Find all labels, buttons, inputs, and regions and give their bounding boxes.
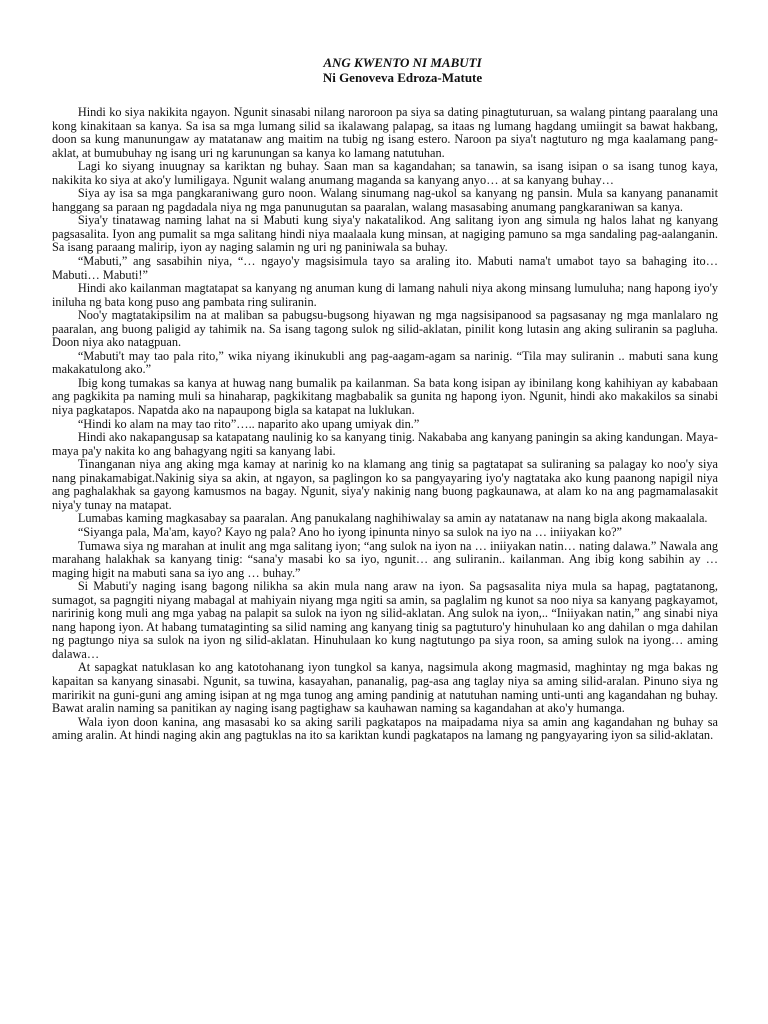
paragraph: Siya'y tinatawag naming lahat na si Mabuti kung siya'y nakatalikod. Ang salitang iyon ang simula ng halos lahat ng kanyang pagsasalita. Iyon ang pumalit sa mga salitang hindi niya maalaala kung minsan, at nagiging pamuno sa mga sandaling pag-aalanganin. Sa isang paraang malirip, iyon ay naging salamin ng uri ng paniniwala sa buhay.	[52, 213, 718, 255]
paragraph: Ibig kong tumakas sa kanya at huwag nang bumalik pa kailanman. Sa bata kong isipan ay ibinilang kong kahihiyan ay kababaan ang pagkikita pa naming muli sa hinaharap, pagkikitang magbabalik sa gunita ng hapong iyon. Ngunit, hindi ako makakilos sa sinabi niya pagkatapos. Napatda ako na napaupong bigla sa katapat na luklukan.	[52, 375, 718, 418]
paragraph: Tinanganan niya ang aking mga kamay at narinig ko na klamang ang tinig sa pagtatapat sa suliraning sa palagay ko noo'y siya nang pinakamabigat.Nakinig siya sa akin, at ngayon, sa paglingon ko sa pangyayaring iyo'y nagtataka ako kung paanong napigil niya ang paghalakhak sa gayong kamusmos na bagay. Ngunit, siya'y nakinig nang buong pagkaunawa, at alam ko na ang pagmamalasakit niya'y tunay na matapat.	[52, 457, 718, 512]
paragraph: Hindi ako kailanman magtatapat sa kanyang ng anuman kung di lamang nahuli niya akong minsang lumuluha; nang hapong iyo'y iniluha ng bata kong puso ang pambata ring suliranin.	[52, 281, 718, 309]
paragraph: At sapagkat natuklasan ko ang katotohanang iyon tungkol sa kanya, nagsimula akong magmasid, maghintay ng mga bakas ng kapaitan sa kanyang sinasabi. Ngunit, sa tuwina, kasayahan, pananalig, pag-asa ang taglay niya sa aming silid-aralan. Pinuno siya ng maririkit na guni-guni ang aming isipan at ng mga tunog ang aming pandinig at natutuhan naming unti-unti ang kagandahan ng buhay. Bawat aralin naming sa panitikan ay naging isang pagtighaw sa kauhawan naming sa kagandahan at ako'y humanga.	[52, 660, 718, 716]
document-title: ANG KWENTO NI MABUTI	[323, 55, 482, 70]
paragraph: Lumabas kaming magkasabay sa paaralan. Ang panukalang naghihiwalay sa amin ay natatanaw na nang bigla akong makaalala.	[77, 511, 708, 526]
paragraph: Si Mabuti'y naging isang bagong nilikha sa akin mula nang araw na iyon. Sa pagsasalita niya mula sa hapag, pagtatanong, sumagot, sa pagngiti niyang mabagal at mahiyain niyang mga ngiti sa amin, sa paglalim ng kunot sa noo niya sa kanyang pagkayamot, naririnig kong muli ang mga yabag na palapit sa sulok na iyon ng silid-aklatan. Ang sulok na iyon,.. “Iniiyakan natin,” ang sinabi niya nang hapong iyon. At habang tumataginting sa silid naming ang kanyang tinig sa pagtuturo'y hinuhulaan ko ang dahilan o mga dahilan ng pagtungo niya sa sulok na iyon ng silid-aklatan. Hinuhulaan ko kung nagtutungo pa siya roon, sa aming sulok na iyong… aming dalawa…	[52, 579, 718, 661]
paragraph: “Hindi ko alam na may tao rito”….. naparito ako upang umiyak din.”	[77, 416, 420, 431]
paragraph: Lagi ko siyang inuugnay sa kariktan ng buhay. Saan man sa kagandahan; sa tanawin, sa isang isipan o sa isang tunog kaya, nakikita ko siya at ako'y lumiligaya. Ngunit walang anumang maganda sa kanyang anyo… at sa kanyang buhay…	[52, 159, 718, 187]
paragraph: Siya ay isa sa mga pangkaraniwang guro noon. Walang sinumang nag-ukol sa kanyang ng pansin. Mula sa kanyang pananamit hanggang sa paraan ng pagdadala niya ng mga panunugutan sa paaralan, walang masasabing anumang pangkaraniwan sa kanya.	[52, 186, 718, 214]
paragraph: “Siyanga pala, Ma'am, kayo? Kayo ng pala? Ano ho iyong ipinunta ninyo sa sulok na iyo na … iniiyakan ko?”	[77, 524, 623, 539]
paragraph: Noo'y magtatakipsilim na at maliban sa pabugsu-bugsong hiyawan ng mga nagsisipanood sa pagsasanay ng mga manlalaro ng paaralan, ang buong paligid ay tahimik na. Sa isang tagong sulok ng silid-aklatan, pinilit kong lutasin ang aking suliranin sa pagluha. Doon niya ako natagpuan.	[52, 308, 718, 350]
paragraph: “Mabuti't may tao pala rito,” wika niyang ikinukubli ang pag-aagam-agam sa narinig. “Tila may suliranin .. mabuti sana kung makakatulong ako.”	[52, 348, 718, 377]
paragraph: Tumawa siya ng marahan at inulit ang mga salitang iyon; “ang sulok na iyon na … iniiyakan natin… nating dalawa.” Nawala ang marahang halakhak sa kanyang tinig: “sana'y masabi ko sa iyo, ngunit… ang suliranin.. kailanman. Ang ibig kong sabihin ay … maging higit na mabuti sana sa iyo ang … buhay.”	[52, 538, 718, 580]
paragraph: “Mabuti,” ang sasabihin niya, “… ngayo'y magsisimula tayo sa araling ito. Mabuti nama't umabot tayo sa bahaging ito… Mabuti… Mabuti!”	[52, 254, 718, 282]
document-author: Ni Genoveva Edroza-Matute	[322, 70, 483, 85]
paragraph: Hindi ako nakapangusap sa katapatang naulinig ko sa kanyang tinig. Nakababa ang kanyang paningin sa aking kandungan. Maya-maya pa'y nakita ko ang bahagyang ngiti sa kanyang labi.	[52, 430, 718, 458]
document-body	[52, 106, 718, 743]
paragraph: Wala iyon doon kanina, ang masasabi ko sa aking sarili pagkatapos na maipadama niya sa amin ang kagandahan ng buhay sa aming aralin. At hindi naging akin ang pagtuklas na ito sa kariktan kundi pagkatapos na lamang ng pangyayaring iyon sa silid-aklatan.	[52, 714, 718, 743]
paragraph: Hindi ko siya nakikita ngayon. Ngunit sinasabi nilang naroroon pa siya sa dating pinagtuturuan, sa walang pintang paaralang una kong kinakitaan sa kanya. Sa isa sa mga lumang silid sa ikalawang palapag, sa itaas ng lumang hagdang umiingit sa bawat hakbang, doon sa kung manunungaw ay matatanaw ang maitim na tubig ng isang estero. Naroon pa siya't nagtuturo ng mga kaalamang pang-aklat, at bumubuhay ng isang uri ng karunungan sa kanya ko lamang natutuhan.	[52, 105, 718, 160]
